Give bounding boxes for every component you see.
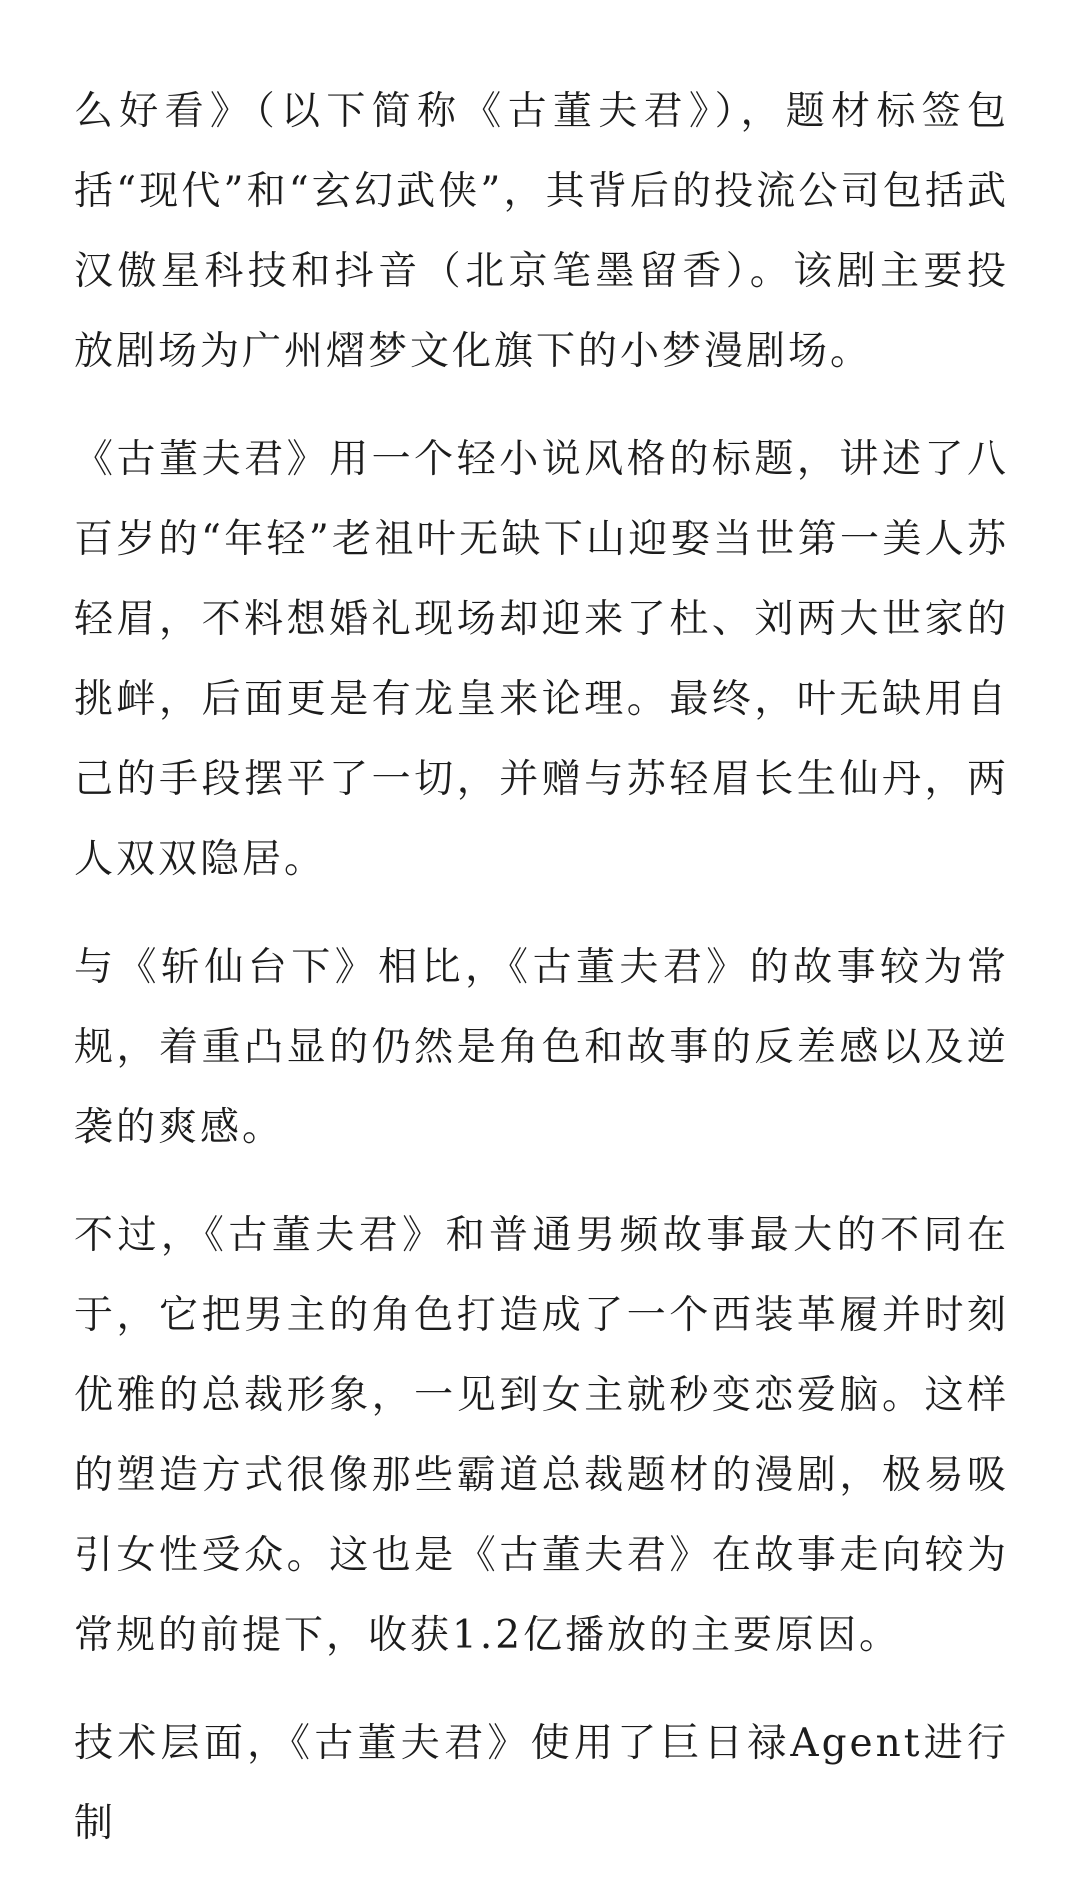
paragraph-comparison: 与《斩仙台下》相比，《古董夫君》的故事较为常规，着重凸显的仍然是角色和故事的反差感以及逆袭的爽感。: [74, 945, 1009, 1150]
paragraph-intro: 么好看》（以下简称《古董夫君》），题材标签包括“现代”和“玄幻武侠”，其背后的投流公司包括武汉傲星科技和抖音（北京笔墨留香）。该剧主要投放剧场为广州熠梦文化旗下的小梦漫剧场。: [74, 89, 1009, 374]
paragraph-technical: 技术层面，《古董夫君》使用了巨日禄Agent进行制: [74, 1721, 1009, 1846]
article-body: [74, 72, 1009, 1892]
paragraph-plot-summary: 《古董夫君》用一个轻小说风格的标题，讲述了八百岁的“年轻”老祖叶无缺下山迎娶当世第一美人苏轻眉，不料想婚礼现场却迎来了杜、刘两大世家的挑衅，后面更是有龙皇来论理。最终，叶无缺用自己的手段摆平了一切，并赠与苏轻眉长生仙丹，两人双双隐居。: [74, 437, 1009, 882]
paragraph-male-lead-analysis: 不过，《古董夫君》和普通男频故事最大的不同在于，它把男主的角色打造成了一个西装革履并时刻优雅的总裁形象，一见到女主就秒变恋爱脑。这样的塑造方式很像那些霸道总裁题材的漫剧，极易吸引女性受众。这也是《古董夫君》在故事走向较为常规的前提下，收获1.2亿播放的主要原因。: [74, 1213, 1009, 1658]
